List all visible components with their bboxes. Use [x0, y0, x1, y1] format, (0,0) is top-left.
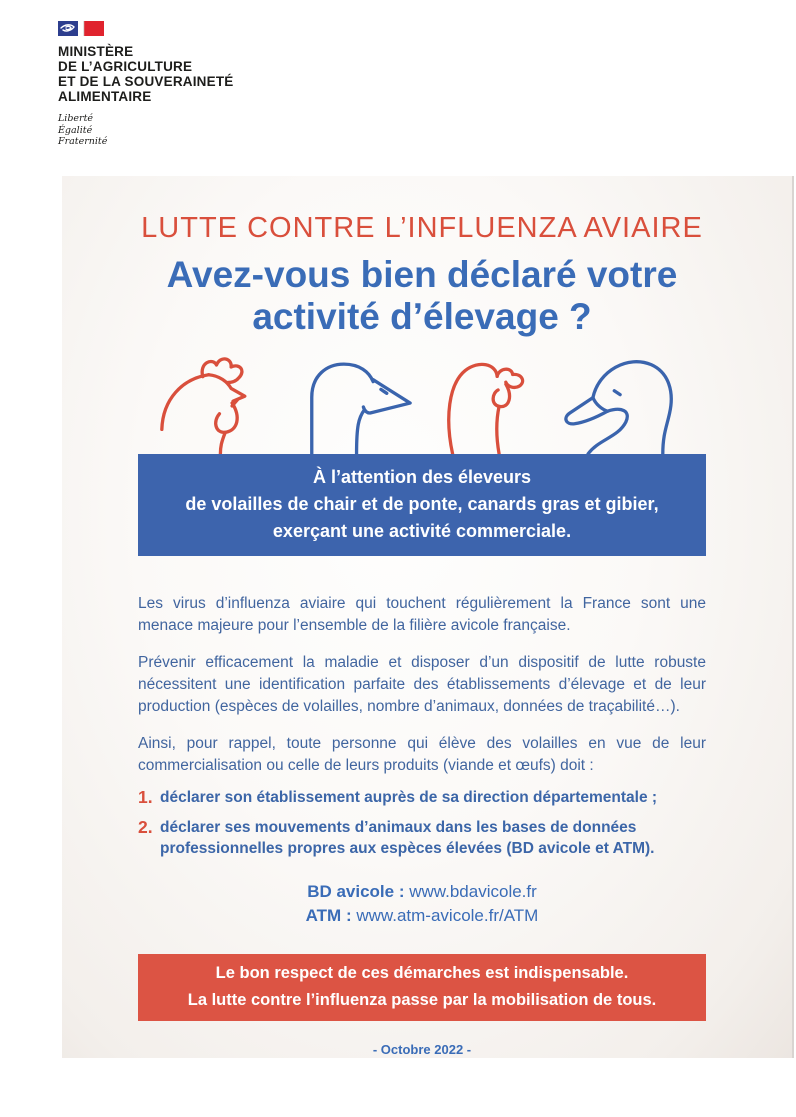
link-label: BD avicole : — [307, 882, 405, 901]
motto-line: Liberté — [58, 113, 94, 124]
list-item-number: 1. — [138, 787, 153, 807]
atm-link[interactable]: www.atm-avicole.fr/ATM — [356, 906, 539, 925]
campaign-kicker: LUTTE CONTRE L’INFLUENZA AVIAIRE — [141, 212, 703, 244]
audience-banner-line: exerçant une activité commerciale. — [272, 521, 572, 541]
list-item — [138, 817, 706, 859]
list-item-text: déclarer son établissement auprès de sa direction départementale ; — [160, 789, 658, 806]
audience-banner — [138, 454, 706, 556]
ministry-name-line: ALIMENTAIRE — [58, 89, 152, 104]
warning-banner — [138, 954, 706, 1021]
link-row — [138, 904, 706, 928]
link-label: ATM : — [305, 906, 352, 925]
obligations-list — [138, 787, 706, 859]
chicken-icon — [155, 356, 277, 454]
audience-banner-line: À l’attention des éleveurs — [312, 467, 532, 487]
reference-links — [138, 880, 706, 928]
republic-motto — [58, 113, 318, 148]
warning-banner-line: Le bon respect de ces démarches est indispensable. — [215, 964, 629, 982]
ministry-name-line: ET DE LA SOUVERAINETÉ — [58, 74, 234, 89]
bdavicole-link[interactable]: www.bdavicole.fr — [409, 882, 537, 901]
motto-line: Fraternité — [58, 136, 108, 147]
poster-card — [62, 176, 794, 1058]
poster-title: Avez-vous bien déclaré votre activité d’élevage ? — [166, 254, 678, 337]
warning-banner-line: La lutte contre l’influenza passe par la mobilisation de tous. — [187, 991, 657, 1009]
poultry-illustrations — [155, 353, 689, 454]
link-row — [138, 880, 706, 904]
list-item-text: déclarer ses mouvements d’animaux dans les bases de données professionnelles propres aux espèces élevées (BD avicole et ATM). — [160, 819, 655, 857]
turkey-icon — [440, 352, 532, 454]
body-paragraph: Les virus d’influenza aviaire qui touchent régulièrement la France sont une menace majeure pour l’ensemble de la filière avicole française. — [138, 595, 706, 634]
body-paragraph: Prévenir efficacement la maladie et disposer d’un dispositif de lutte robuste nécessitent une identification parfaite des établissements d’élevage et de leur production (espèces de volailles, nombre d’animaux, données de traçabilité…). — [138, 654, 706, 715]
french-flag-icon — [58, 20, 318, 37]
goose-icon — [303, 356, 415, 454]
body-paragraph: Ainsi, pour rappel, toute personne qui élève des volailles en vue de leur commercialisation ou celle de leurs produits (viande et œufs) doit : — [138, 735, 706, 774]
audience-banner-line: de volailles de chair et de ponte, canards gras et gibier, — [185, 494, 659, 514]
list-item — [138, 787, 706, 808]
list-item-number: 2. — [138, 817, 153, 837]
ministry-logo-block — [58, 20, 318, 148]
publication-date: - Octobre 2022 - — [372, 1042, 472, 1057]
ministry-name-line: MINISTÈRE — [58, 44, 134, 59]
ministry-name-line: DE L’AGRICULTURE — [58, 59, 193, 74]
duck-icon — [558, 347, 689, 454]
ministry-name — [58, 44, 318, 104]
motto-line: Égalité — [58, 124, 93, 136]
